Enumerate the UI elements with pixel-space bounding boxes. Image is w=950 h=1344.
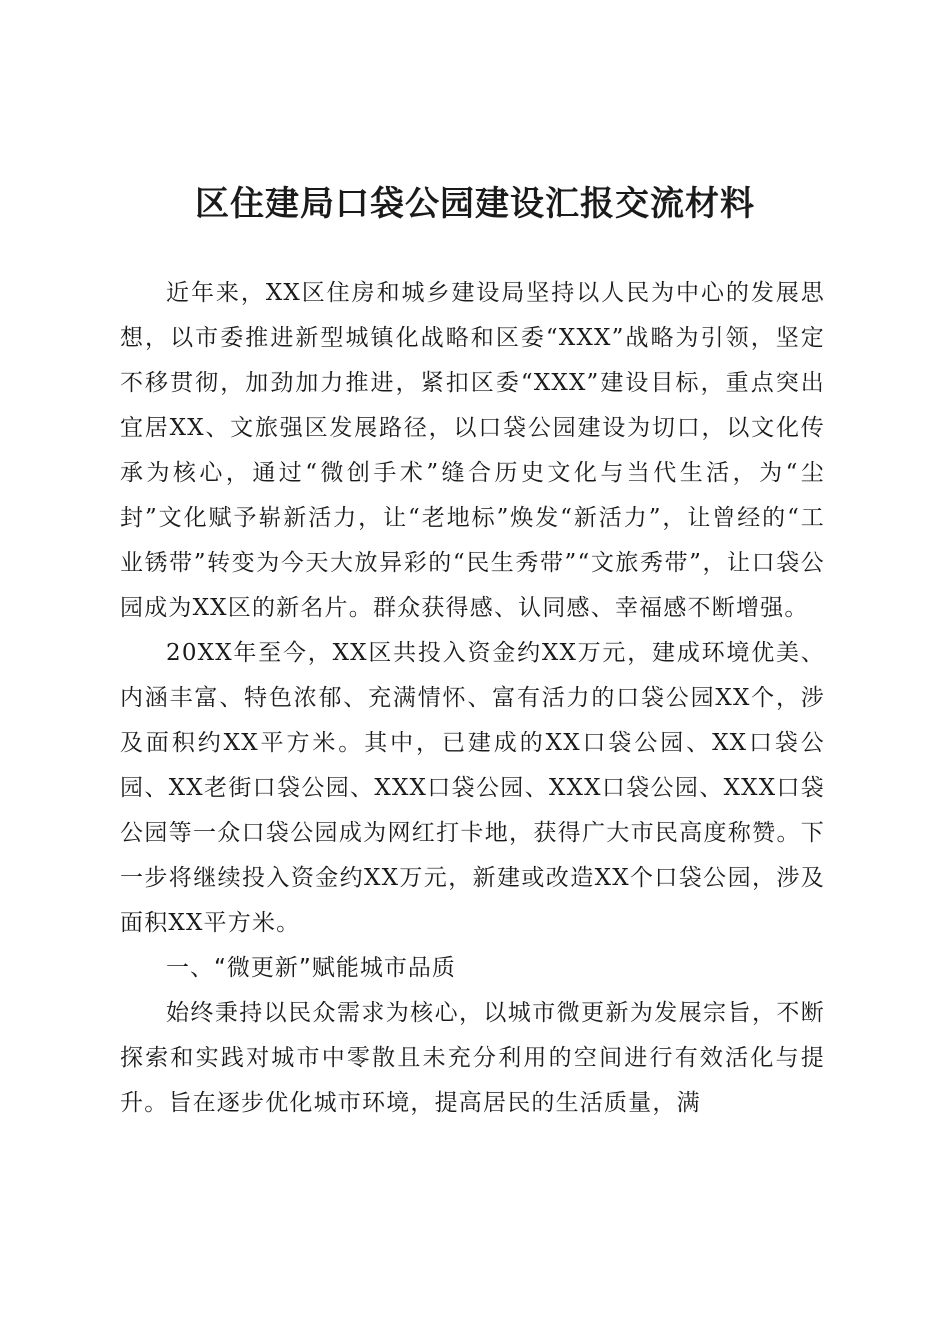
investment-paragraph: 20XX年至今，XX区共投入资金约XX万元，建成环境优美、内涵丰富、特色浓郁、充满情怀、富有活力的口袋公园XX个，涉及面积约XX平方米。其中，已建成的XX口袋公园、XX口袋公园、XX老街口袋公园、XXX口袋公园、XXX口袋公园、XXX口袋公园等一众口袋公园成为网红打卡地，获得广大市民高度称赞。下一步将继续投入资金约XX万元，新建或改造XX个口袋公园，涉及面积XX平方米。 bbox=[120, 640, 825, 936]
document-title: 区住建局口袋公园建设汇报交流材料 bbox=[195, 184, 755, 224]
intro-paragraph: 近年来，XX区住房和城乡建设局坚持以人民为中心的发展思想，以市委推进新型城镇化战略和区委“XXX”战略为引领，坚定不移贯彻，加劲加力推进，紧扣区委“XXX”建设目标，重点突出宜居XX、文旅强区发展路径，以口袋公园建设为切口，以文化传承为核心，通过“微创手术”缝合历史文化与当代生活，为“尘封”文化赋予崭新活力，让“老地标”焕发“新活力”，让曾经的“工业锈带”转变为今天大放异彩的“民生秀带”“文旅秀带”，让口袋公园成为XX区的新名片。群众获得感、认同感、幸福感不断增强。 bbox=[120, 280, 825, 621]
section-paragraph: 始终秉持以民众需求为核心，以城市微更新为发展宗旨，不断探索和实践对城市中零散且未充分利用的空间进行有效活化与提升。旨在逐步优化城市环境，提高居民的生活质量，满 bbox=[120, 1000, 825, 1116]
document-body bbox=[120, 271, 825, 1126]
section-heading: 一、“微更新”赋能城市品质 bbox=[166, 955, 456, 981]
